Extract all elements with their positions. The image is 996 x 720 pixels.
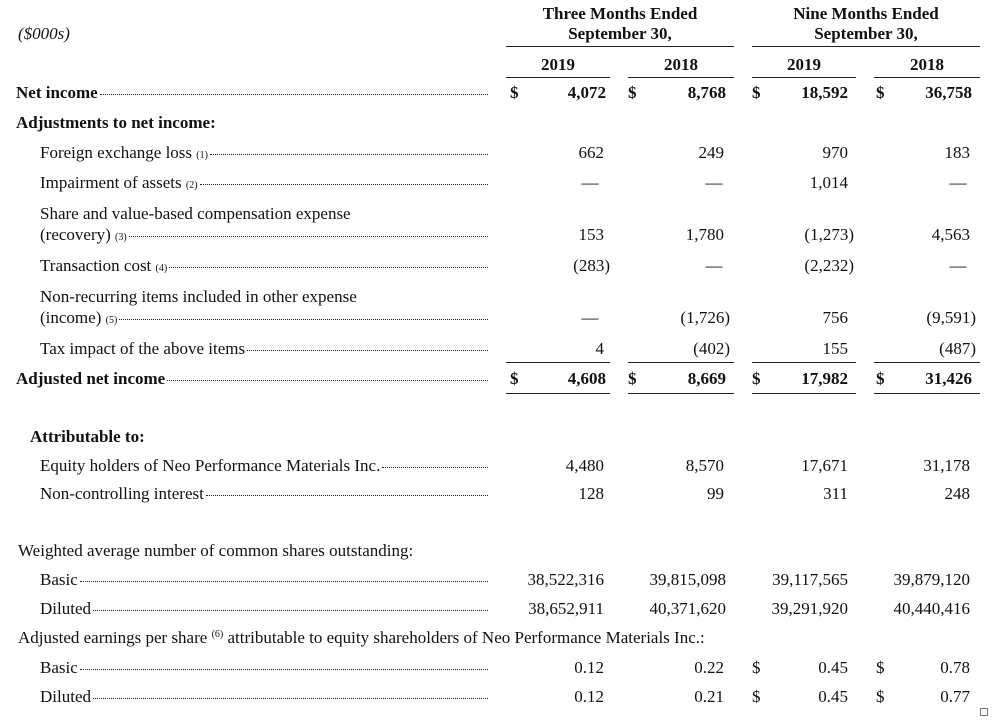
transaction-cost-value-2: — — [705, 256, 723, 275]
dollar-sign: $ — [752, 83, 761, 102]
three-months-title — [506, 4, 734, 44]
subtotal-rule-1 — [506, 362, 610, 363]
eps-diluted-value-3: 0.45 — [818, 687, 848, 706]
dollar-sign: $ — [752, 687, 761, 706]
dollar-sign: $ — [628, 369, 637, 388]
transaction-cost-value-1: (283) — [573, 256, 610, 275]
impairment-value-3: 1,014 — [809, 173, 848, 192]
shares-diluted-value-3: 39,291,920 — [771, 599, 848, 618]
equity-holders-label: Equity holders of Neo Performance Materials Inc. — [40, 456, 488, 476]
dollar-sign: $ — [752, 369, 761, 388]
non-recurring-value-3: 756 — [822, 308, 848, 327]
year-header-4: 2018 — [910, 55, 944, 74]
net-income-value-4: 36,758 — [925, 83, 972, 102]
year-rule-1 — [506, 77, 610, 78]
fx-loss-value-4: 183 — [944, 143, 970, 162]
adjusted-net-income-value-2: 8,669 — [687, 369, 726, 388]
impairment-value-2: — — [705, 173, 723, 192]
shares-basic-value-4: 39,879,120 — [893, 570, 970, 589]
share-comp-value-1: 153 — [578, 225, 604, 244]
dollar-sign: $ — [876, 687, 885, 706]
nine-months-line2: September 30, — [814, 24, 918, 43]
eps-diluted-value-1: 0.12 — [574, 687, 604, 706]
dollar-sign: $ — [510, 83, 519, 102]
impairment-value-1: — — [581, 173, 599, 192]
three-months-rule — [506, 46, 734, 47]
subtotal-rule-3 — [752, 362, 856, 363]
total-rule-4 — [874, 393, 980, 394]
nine-months-title — [752, 4, 980, 44]
shares-basic-value-2: 39,815,098 — [649, 570, 726, 589]
share-comp-label: (recovery) (3) — [40, 225, 488, 245]
shares-basic-label: Basic — [40, 570, 488, 590]
units-label: ($000s) — [18, 24, 70, 43]
shares-heading: Weighted average number of common shares outstanding: — [18, 541, 414, 560]
eps-diluted-value-4: 0.77 — [940, 687, 970, 706]
shares-diluted-label: Diluted — [40, 599, 488, 619]
net-income-label: Net income — [16, 83, 488, 103]
fx-loss-value-2: 249 — [698, 143, 724, 162]
subtotal-rule-4 — [874, 362, 980, 363]
eps-basic-label: Basic — [40, 658, 488, 678]
fx-loss-label: Foreign exchange loss (1) — [40, 143, 488, 163]
tax-impact-value-3: 155 — [822, 339, 848, 358]
share-comp-value-3: (1,273) — [804, 225, 854, 244]
year-rule-3 — [752, 77, 856, 78]
total-rule-2 — [628, 393, 734, 394]
shares-diluted-value-4: 40,440,416 — [893, 599, 970, 618]
fx-loss-value-1: 662 — [578, 143, 604, 162]
tax-impact-value-1: 4 — [595, 339, 604, 358]
nci-label: Non-controlling interest — [40, 484, 488, 504]
dollar-sign: $ — [628, 83, 637, 102]
equity-holders-value-2: 8,570 — [685, 456, 724, 475]
dollar-sign: $ — [876, 658, 885, 677]
year-header-3: 2019 — [787, 55, 821, 74]
tax-impact-value-4: (487) — [939, 339, 976, 358]
year-rule-4 — [874, 77, 980, 78]
shares-diluted-value-1: 38,652,911 — [528, 599, 604, 618]
footnote-marker: (6) — [211, 629, 224, 640]
share-comp-value-4: 4,563 — [931, 225, 970, 244]
adjusted-net-income-value-1: 4,608 — [567, 369, 606, 388]
impairment-label: Impairment of assets (2) — [40, 173, 488, 193]
eps-basic-value-2: 0.22 — [694, 658, 724, 677]
dollar-sign: $ — [876, 369, 885, 388]
year-rule-2 — [628, 77, 734, 78]
dollar-sign: $ — [510, 369, 519, 388]
shares-basic-value-1: 38,522,316 — [527, 570, 604, 589]
net-income-value-2: 8,768 — [687, 83, 726, 102]
non-recurring-label-line1: Non-recurring items included in other expense — [40, 287, 357, 306]
non-recurring-value-2: (1,726) — [680, 308, 730, 327]
three-months-line2: September 30, — [568, 24, 672, 43]
non-recurring-label: (income) (5) — [40, 308, 488, 328]
total-rule-3 — [752, 393, 856, 394]
tax-impact-value-2: (402) — [693, 339, 730, 358]
transaction-cost-label: Transaction cost (4) — [40, 256, 488, 276]
nci-value-4: 248 — [944, 484, 970, 503]
small-square-icon — [980, 708, 988, 716]
adjusted-net-income-label: Adjusted net income — [16, 369, 488, 389]
subtotal-rule-2 — [628, 362, 734, 363]
eps-heading: Adjusted earnings per share $^{(6)}$ attributable to equity shareholders of Neo Performance Materials Inc.: — [18, 628, 705, 647]
shares-diluted-value-2: 40,371,620 — [649, 599, 726, 618]
equity-holders-value-3: 17,671 — [801, 456, 848, 475]
eps-basic-value-4: 0.78 — [940, 658, 970, 677]
nci-value-1: 128 — [578, 484, 604, 503]
total-rule-1 — [506, 393, 610, 394]
nine-months-line1: Nine Months Ended — [793, 4, 939, 23]
equity-holders-value-1: 4,480 — [565, 456, 604, 475]
nci-value-3: 311 — [823, 484, 848, 503]
dollar-sign: $ — [752, 658, 761, 677]
year-header-2: 2018 — [664, 55, 698, 74]
non-recurring-value-1: — — [581, 308, 599, 327]
eps-basic-value-1: 0.12 — [574, 658, 604, 677]
transaction-cost-value-4: — — [949, 256, 967, 275]
shares-basic-value-3: 39,117,565 — [772, 570, 848, 589]
attributable-heading: Attributable to: — [30, 427, 145, 446]
nine-months-rule — [752, 46, 980, 47]
net-income-value-1: 4,072 — [567, 83, 606, 102]
transaction-cost-value-3: (2,232) — [804, 256, 854, 275]
year-header-1: 2019 — [541, 55, 575, 74]
nci-value-2: 99 — [707, 484, 724, 503]
eps-diluted-value-2: 0.21 — [694, 687, 724, 706]
eps-basic-value-3: 0.45 — [818, 658, 848, 677]
dollar-sign: $ — [876, 83, 885, 102]
adjusted-net-income-value-4: 31,426 — [925, 369, 972, 388]
adjustments-heading: Adjustments to net income: — [16, 113, 216, 132]
net-income-value-3: 18,592 — [801, 83, 848, 102]
three-months-line1: Three Months Ended — [542, 4, 698, 23]
tax-impact-label: Tax impact of the above items — [40, 339, 488, 359]
adjusted-net-income-value-3: 17,982 — [801, 369, 848, 388]
non-recurring-value-4: (9,591) — [926, 308, 976, 327]
equity-holders-value-4: 31,178 — [923, 456, 970, 475]
fx-loss-value-3: 970 — [822, 143, 848, 162]
eps-diluted-label: Diluted — [40, 687, 488, 707]
share-comp-value-2: 1,780 — [685, 225, 724, 244]
share-comp-label-line1: Share and value-based compensation expense — [40, 204, 351, 223]
impairment-value-4: — — [949, 173, 967, 192]
